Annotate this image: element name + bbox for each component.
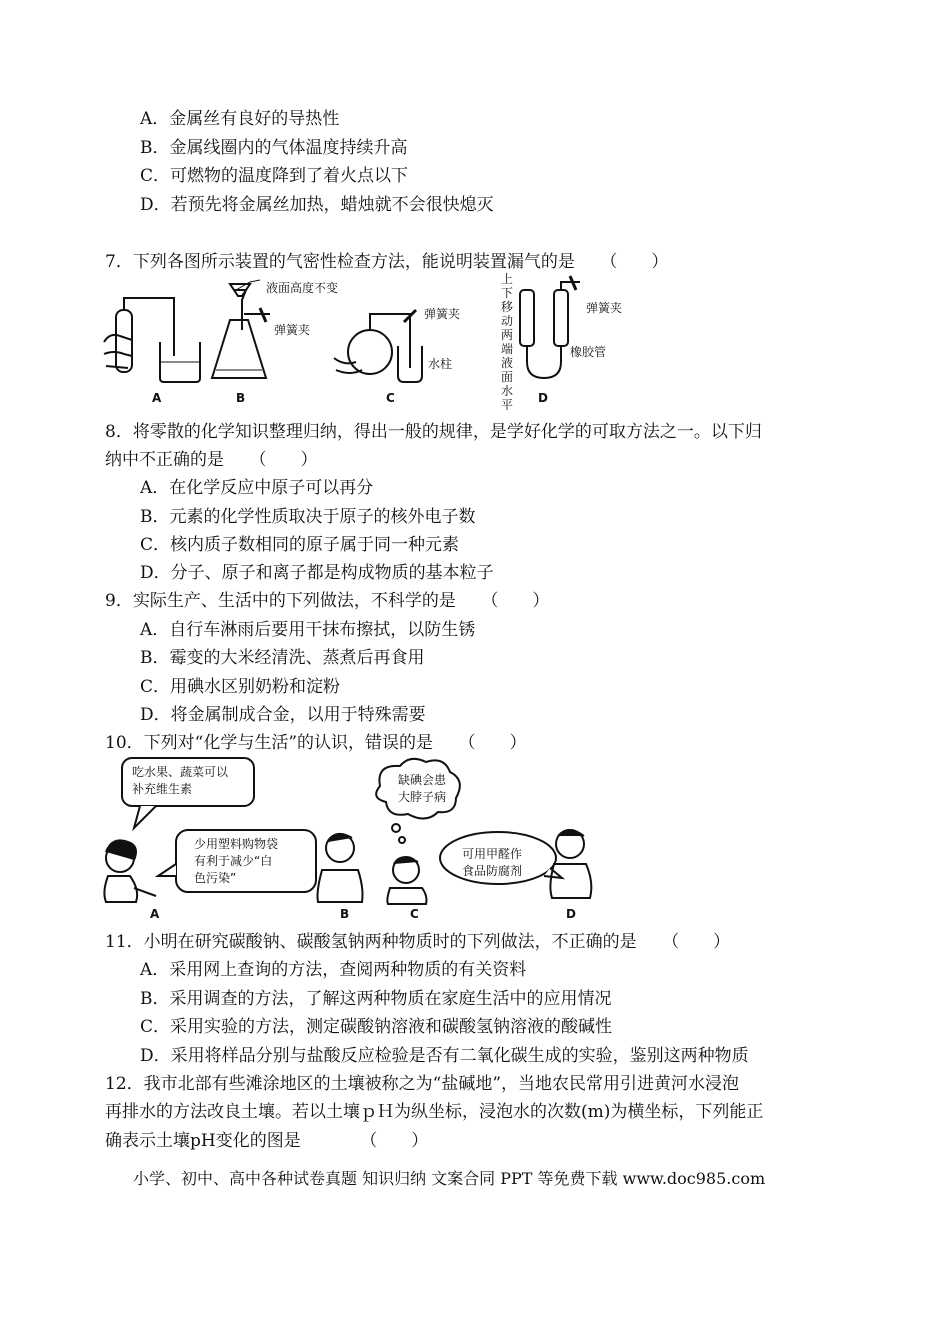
q7-b-clip-label: 弹簧夹 [274,323,311,337]
q7-apparatus-figure [100,270,660,410]
q7-d-clip-label: 弹簧夹 [586,301,623,315]
d-right-tube [554,290,568,346]
q9-option-c: C．用碘水区别奶粉和淀粉 [140,677,341,697]
q12-line2: 再排水的方法改良土壤。若以土壤ｐＨ为纵坐标，浸泡水的次数(m)为横坐标，下列能正 [105,1102,764,1122]
q8-stem-line1: 8．将零散的化学知识整理归纳，得出一般的规律，是学好化学的可取方法之一。以下归 [105,422,762,442]
q12-line3: 确表示土壤pH变化的图是 （ ） [105,1131,429,1151]
q12-line1: 12．我市北部有些滩涂地区的土壤被称之为“盐碱地”，当地农民常用引进黄河水浸泡 [105,1074,740,1094]
q10-label-a: A [150,907,160,921]
bubble-b-line1: 少用塑料购物袋 [194,837,279,851]
q10-label-d: D [566,907,576,921]
q11-stem: 11．小明在研究碳酸钠、碳酸氢钠两种物质时的下列做法，不正确的是 （ ） [105,932,731,952]
q7-label-d: D [538,391,548,405]
q11-option-a: A．采用网上查询的方法，查阅两种物质的有关资料 [140,960,527,980]
bubble-a-line1: 吃水果、蔬菜可以 [132,765,229,779]
d-left-tube [520,290,534,346]
bubble-c-line1: 缺碘会患 [398,773,447,787]
q8-option-d: D．分子、原子和离子都是构成物质的基本粒子 [140,563,494,583]
bubble-b-line2: 有利于减少“白 [194,854,273,868]
bubble-d-line1: 可用甲醛作 [462,847,523,861]
q11-option-c: C．采用实验的方法，测定碳酸钠溶液和碳酸氢钠溶液的酸碱性 [140,1017,613,1037]
q8-option-a: A．在化学反应中原子可以再分 [140,478,374,498]
q10-stem: 10．下列对“化学与生活”的认识，错误的是 （ ） [105,733,527,753]
q6-option-a: A．金属丝有良好的导热性 [140,109,340,129]
q6-option-c: C．可燃物的温度降到了着火点以下 [140,166,409,186]
q8-option-b: B．元素的化学性质取决于原子的核外电子数 [140,507,476,527]
q6-option-d: D．若预先将金属丝加热，蜡烛就不会很快熄灭 [140,195,494,215]
a-test-tube [116,310,132,372]
q9-option-d: D．将金属制成合金，以用于特殊需要 [140,705,426,725]
q8-stem-line2: 纳中不正确的是 （ ） [105,450,318,470]
q7-c-water-label: 水柱 [428,357,453,371]
bubble-d-line2: 食品防腐剂 [462,864,523,878]
q9-option-a: A．自行车淋雨后要用干抹布擦拭，以防生锈 [140,620,476,640]
q9-stem: 9．实际生产、生活中的下列做法，不科学的是 （ ） [105,591,550,611]
q8-option-c: C．核内质子数相同的原子属于同一种元素 [140,535,460,555]
b-flask [212,320,266,378]
q7-d-vertical-label: 上下移动两端液面水平 [500,272,513,412]
q6-option-b: B．金属线圈内的气体温度持续升高 [140,138,408,158]
bubble-a-line2: 补充维生素 [132,782,193,796]
bubble-b-line3: 色污染” [194,871,237,885]
q9-option-b: B．霉变的大米经清洗、蒸煮后再食用 [140,648,425,668]
q11-option-d: D．采用将样品分别与盐酸反应检验是否有二氧化碳生成的实验，鉴别这两种物质 [140,1046,749,1066]
bubble-c-line2: 大脖子病 [398,790,447,804]
q7-label-b: B [236,391,246,405]
a-hand [104,335,132,368]
q7-c-clip-label: 弹簧夹 [424,307,461,321]
c-flask [348,330,392,374]
q7-label-c: C [386,391,395,405]
q11-option-b: B．采用调查的方法，了解这两种物质在家庭生活中的应用情况 [140,989,612,1009]
page-footer: 小学、初中、高中各种试卷真题 知识归纳 文案合同 PPT 等免费下载 www.doc985.com [133,1169,766,1188]
q10-label-c: C [410,907,419,921]
q10-label-b: B [340,907,350,921]
q7-b-top-label: 液面高度不变 [266,281,339,295]
d-rubber-tube [527,346,561,378]
q7-label-a: A [152,391,162,405]
q7-stem: 7．下列各图所示装置的气密性检查方法，能说明装置漏气的是 （ ） [105,252,669,272]
q7-d-tube-label: 橡胶管 [570,345,607,359]
